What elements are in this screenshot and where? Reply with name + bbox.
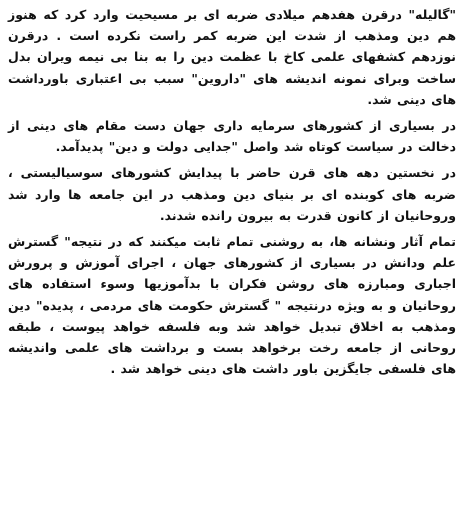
paragraph-separation-of-church-and-state: در بسیاری از کشورهای سرمایه داری جهان دست مقام های دینی از دخالت در سیاست کوتاه شد واصل "جدایی دولت و دین" پدیدآمد. [8,118,456,155]
paragraph-conclusion: تمام آثار ونشانه ها، به روشنی تمام ثابت میکنند که در نتیجه" گسترش علم ودانش در بسیاری از کشورهای جهان ، اجرای آموزش و پرورش اجباری ومبارزه های روشن فکران با بدآموزیها وسوء استفاده های روحانیان و به ویژه درنتیجه " گسترش حکومت های مردمی ، پدیده" دین ومذهب به اخلاق تبدیل خواهد شد وبه فلسفه خواهد پیوست ، طبقه روحانی از جامعه رخت برخواهد بست و برداشت های علمی واندیشه های فلسفی جایگزین باور داشت های دینی خواهد شد . [8,234,456,377]
paragraph-galileo: "گالیله" درقرن هفدهم میلادی ضربه ای بر مسیحیت وارد کرد که هنوز هم دین ومذهب از شدت این ضربه کمر راست نکرده است . درقرن نوزدهم کشفهای علمی کاخ با عظمت دین را به بنا بی نیمه ویران بدل ساخت وبرای نمونه اندیشه های "داروین" سبب بی اعتباری باورداشت های دینی شد. [8,7,456,107]
body-text [8,4,456,379]
paragraph-socialist-countries: در نخستین دهه های قرن حاضر با پیدایش کشورهای سوسیالیستی ، ضربه های کوبنده ای بر بنیای دین ومذهب در این جامعه ها وارد شد وروحانیان از کانون قدرت به بیرون رانده شدند. [8,165,456,223]
